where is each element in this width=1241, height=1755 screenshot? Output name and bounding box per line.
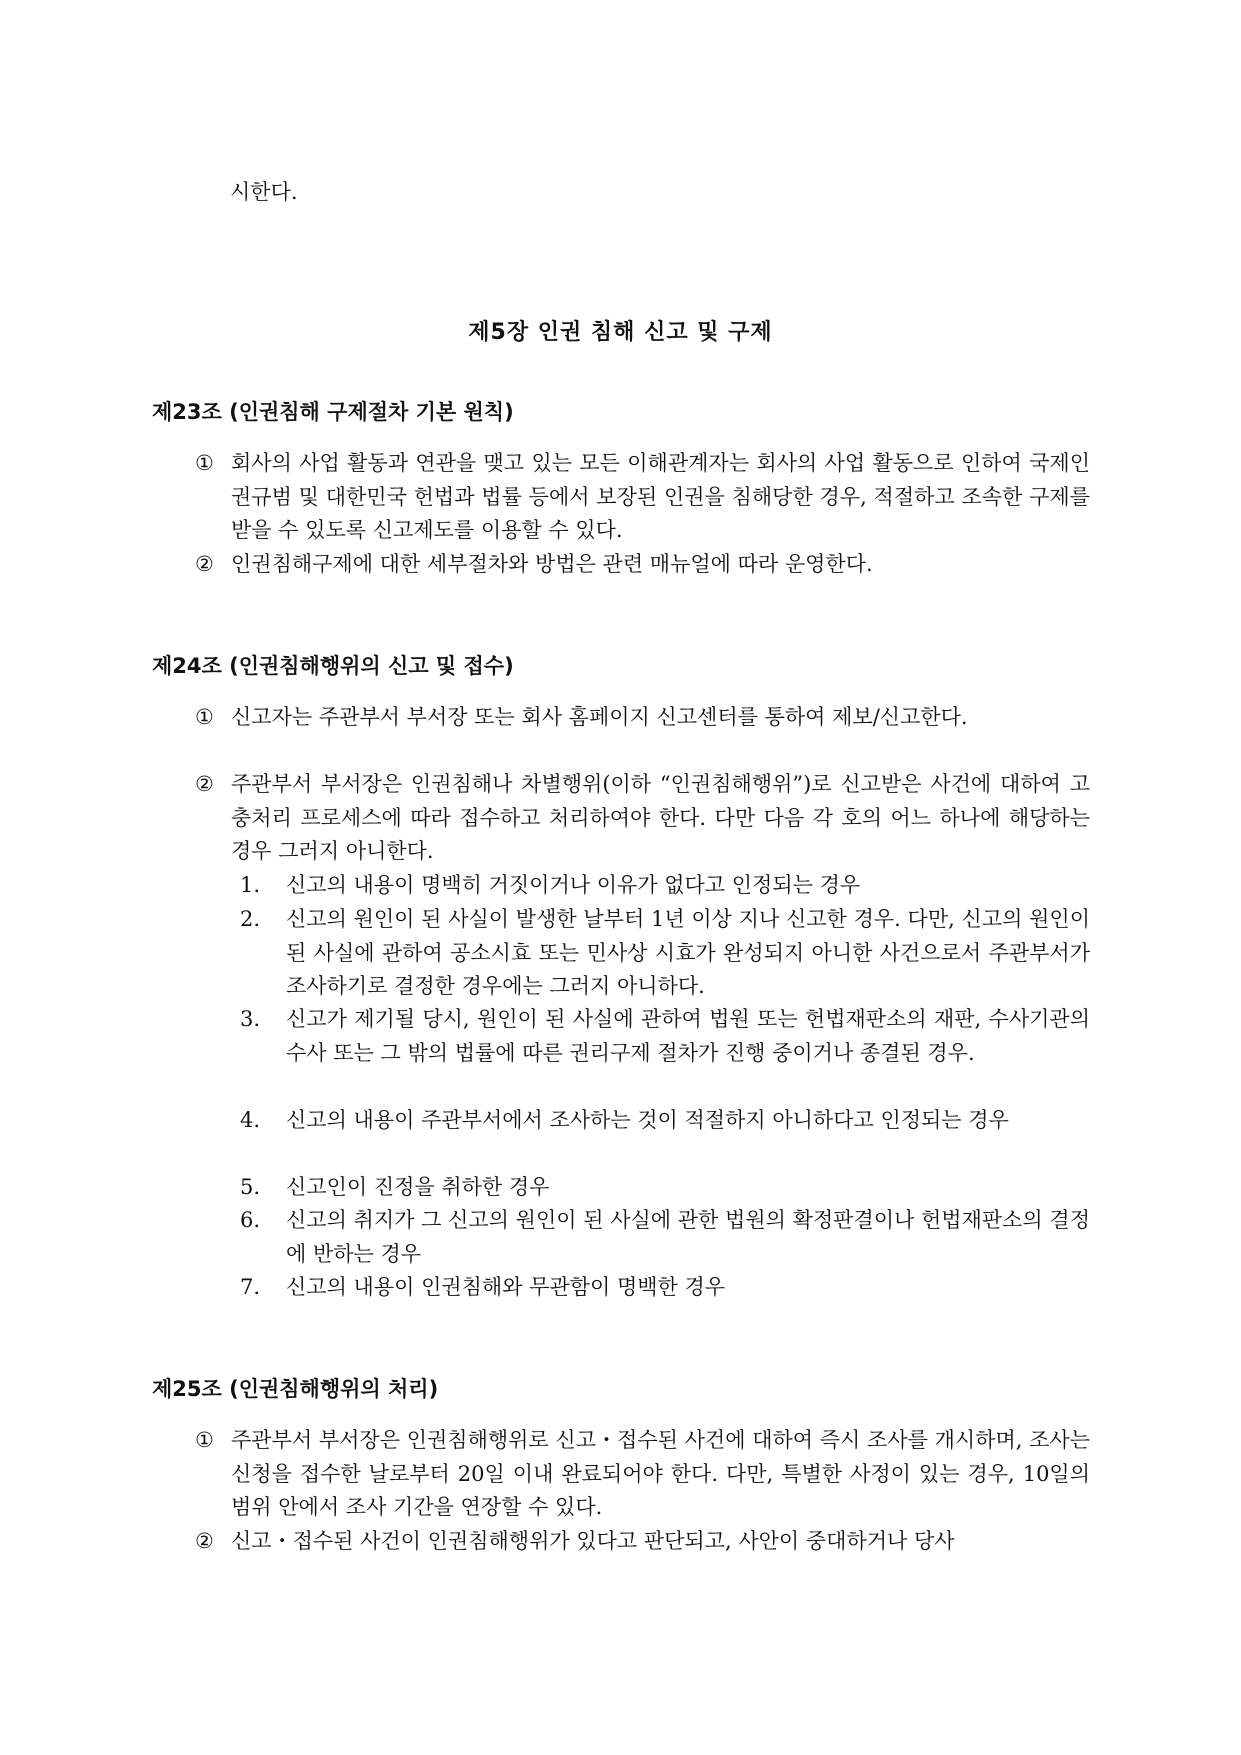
item-text: 신고의 내용이 주관부서에서 조사하는 것이 적절하지 아니하다고 인정되는 경우 <box>286 1108 1009 1132</box>
paragraph-marker: ① <box>195 705 214 729</box>
item-number: 5. <box>240 1175 261 1199</box>
item-text: 신고인이 진정을 취하한 경우 <box>286 1175 550 1199</box>
item-number: 7. <box>240 1275 261 1299</box>
item-number: 2. <box>240 907 261 931</box>
article-23-title: 제23조 (인권침해 구제절차 기본 원칙) <box>152 400 514 424</box>
item-number: 3. <box>240 1007 261 1031</box>
item-text: 신고의 내용이 명백히 거짓이거나 이유가 없다고 인정되는 경우 <box>286 873 861 897</box>
paragraph-text: 신고・접수된 사건이 인권침해행위가 있다고 판단되고, 사안이 중대하거나 당사 <box>231 1529 955 1553</box>
item-number: 1. <box>240 873 261 897</box>
article-23-paragraph-1 <box>195 447 1090 548</box>
item-text: 신고의 내용이 인권침해와 무관함이 명백한 경우 <box>286 1275 726 1299</box>
list-item <box>240 1204 1090 1271</box>
paragraph-marker: ② <box>195 772 214 796</box>
list-item <box>240 869 1090 903</box>
paragraph-text: 회사의 사업 활동과 연관을 맺고 있는 모든 이해관계자는 회사의 사업 활동으로 인하여 국제인권규범 및 대한민국 헌법과 법률 등에서 보장된 인권을 침해당한 경우, 적절하고 조속한 구제를 받을 수 있도록 신고제도를 이용할 수 있다. <box>231 451 1090 542</box>
article-25-paragraph-2 <box>195 1525 1090 1559</box>
paragraph-marker: ① <box>195 1428 214 1452</box>
item-number: 4. <box>240 1108 261 1132</box>
item-number: 6. <box>240 1208 261 1232</box>
paragraph-text: 주관부서 부서장은 인권침해나 차별행위(이하 “인권침해행위”)로 신고받은 사건에 대하여 고충처리 프로세스에 따라 접수하고 처리하여야 한다. 다만 다음 각 호의 어느 하나에 해당하는 경우 그러지 아니한다. <box>231 772 1090 863</box>
list-item <box>240 1003 1090 1070</box>
article-25-paragraph-1 <box>195 1424 1090 1525</box>
list-item <box>240 1104 1090 1138</box>
list-item <box>240 903 1090 1004</box>
paragraph-text: 신고자는 주관부서 부서장 또는 회사 홈페이지 신고센터를 통하여 제보/신고한다. <box>231 705 968 729</box>
item-text: 신고의 원인이 된 사실이 발생한 날부터 1년 이상 지나 신고한 경우. 다만, 신고의 원인이 된 사실에 관하여 공소시효 또는 민사상 시효가 완성되지 아니한 사건으로서 주관부서가 조사하기로 결정한 경우에는 그러지 아니하다. <box>286 907 1090 998</box>
paragraph-marker: ① <box>195 451 214 475</box>
item-text: 신고의 취지가 그 신고의 원인이 된 사실에 관한 법원의 확정판결이나 헌법재판소의 결정에 반하는 경우 <box>286 1208 1090 1266</box>
paragraph-text: 주관부서 부서장은 인권침해행위로 신고・접수된 사건에 대하여 즉시 조사를 개시하며, 조사는 신청을 접수한 날로부터 20일 이내 완료되어야 한다. 다만, 특별한 사정이 있는 경우, 10일의 범위 안에서 조사 기간을 연장할 수 있다. <box>231 1428 1090 1519</box>
paragraph-marker: ② <box>195 552 214 576</box>
paragraph-marker: ② <box>195 1529 214 1553</box>
chapter-title: 제5장 인권 침해 신고 및 구제 <box>468 320 773 345</box>
paragraph-text: 인권침해구제에 대한 세부절차와 방법은 관련 매뉴얼에 따라 운영한다. <box>231 552 873 576</box>
list-item <box>240 1171 1090 1205</box>
item-text: 신고가 제기될 당시, 원인이 된 사실에 관하여 법원 또는 헌법재판소의 재판, 수사기관의 수사 또는 그 밖의 법률에 따른 권리구제 절차가 진행 중이거나 종결된 경우. <box>286 1007 1090 1065</box>
article-25-title: 제25조 (인권침해행위의 처리) <box>152 1377 439 1401</box>
article-24-title: 제24조 (인권침해행위의 신고 및 접수) <box>152 654 514 678</box>
article-24-paragraph-1 <box>195 701 1090 735</box>
list-item <box>240 1271 1090 1305</box>
article-23-paragraph-2 <box>195 548 1090 582</box>
continuation-text: 시한다. <box>230 180 298 204</box>
article-24-paragraph-2 <box>195 768 1090 869</box>
